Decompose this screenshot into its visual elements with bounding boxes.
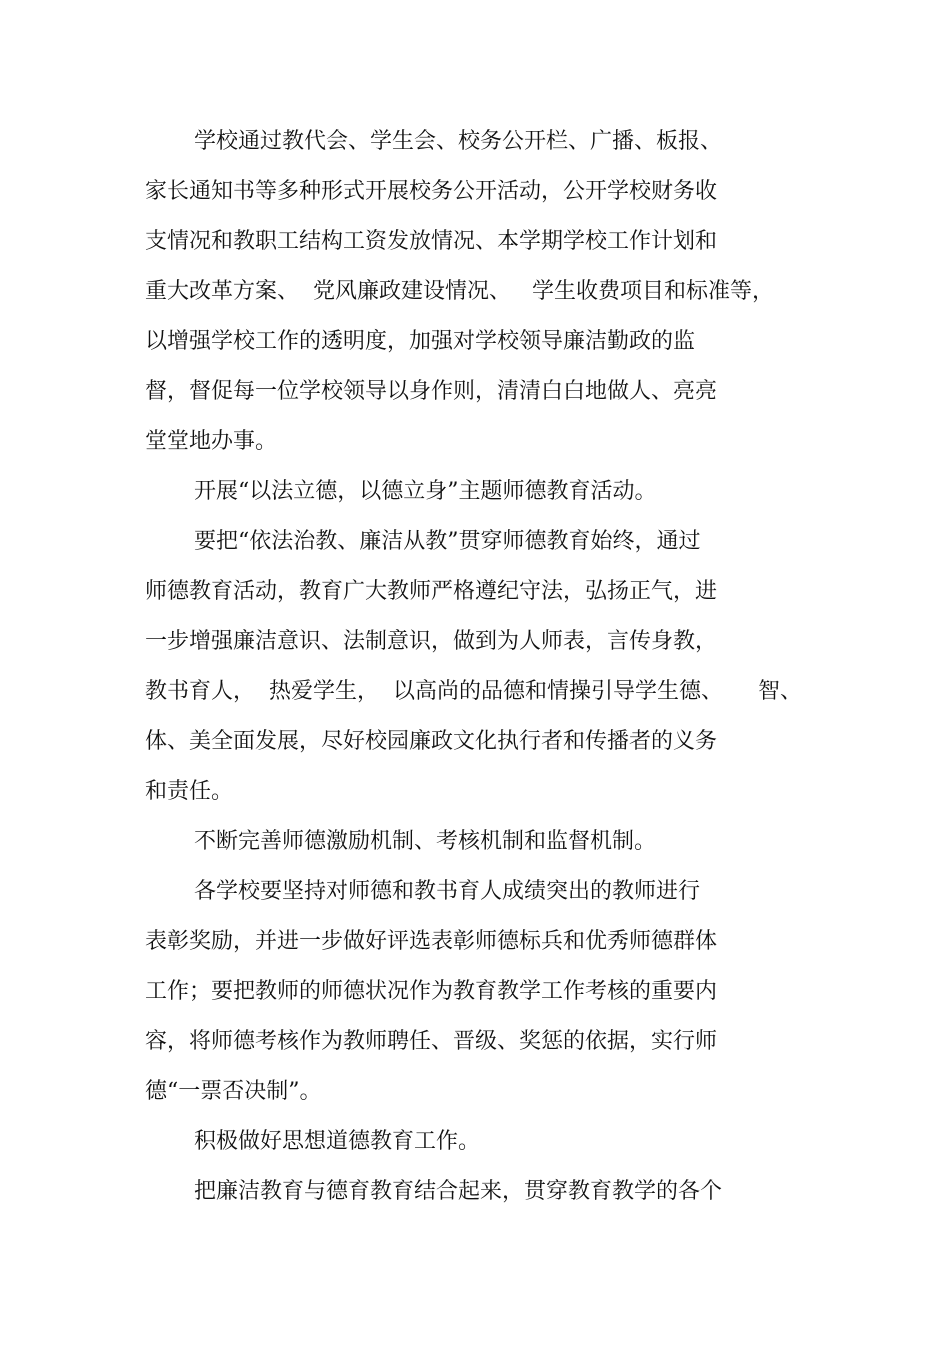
- text-line: 把廉洁教育与德育教育结合起来，贯穿教育教学的各个: [194, 1179, 723, 1204]
- text-line: 堂堂地办事。: [145, 429, 278, 454]
- text-line: 教书育人， 热爱学生， 以高尚的品德和情操引导学生德、 智、: [145, 679, 802, 704]
- text-line: 工作；要把教师的师德状况作为教育教学工作考核的重要内: [145, 979, 718, 1004]
- text-line: 以增强学校工作的透明度，加强对学校领导廉洁勤政的监: [145, 329, 696, 354]
- text-line: 表彰奖励，并进一步做好评选表彰师德标兵和优秀师德群体: [145, 929, 718, 954]
- text-line: 德“一票否决制”。: [145, 1079, 322, 1104]
- text-line: 学校通过教代会、学生会、校务公开栏、广播、板报、: [194, 129, 723, 154]
- text-line: 师德教育活动，教育广大教师严格遵纪守法，弘扬正气，进: [145, 579, 718, 604]
- text-line: 一步增强廉洁意识、法制意识，做到为人师表，言传身教，: [145, 629, 718, 654]
- paragraph-heading: 开展“以法立德，以德立身”主题师德教育活动。: [194, 479, 657, 504]
- text-line: 体、美全面发展，尽好校园廉政文化执行者和传播者的义务: [145, 729, 718, 754]
- text-line: 家长通知书等多种形式开展校务公开活动，公开学校财务收: [145, 179, 718, 204]
- text-line: 重大改革方案、 党风廉政建设情况、 学生收费项目和标准等，: [145, 279, 774, 304]
- paragraph-heading: 不断完善师德激励机制、考核机制和监督机制。: [194, 829, 657, 854]
- text-line: 容，将师德考核作为教师聘任、晋级、奖惩的依据，实行师: [145, 1029, 718, 1054]
- text-line: 支情况和教职工结构工资发放情况、本学期学校工作计划和: [145, 229, 718, 254]
- text-line: 督，督促每一位学校领导以身作则，清清白白地做人、亮亮: [145, 379, 718, 404]
- text-line: 和责任。: [145, 779, 234, 804]
- text-line: 各学校要坚持对师德和教书育人成绩突出的教师进行: [194, 879, 701, 904]
- text-line: 要把“依法治教、廉洁从教”贯穿师德教育始终，通过: [194, 529, 701, 554]
- paragraph-heading: 积极做好思想道德教育工作。: [194, 1129, 481, 1154]
